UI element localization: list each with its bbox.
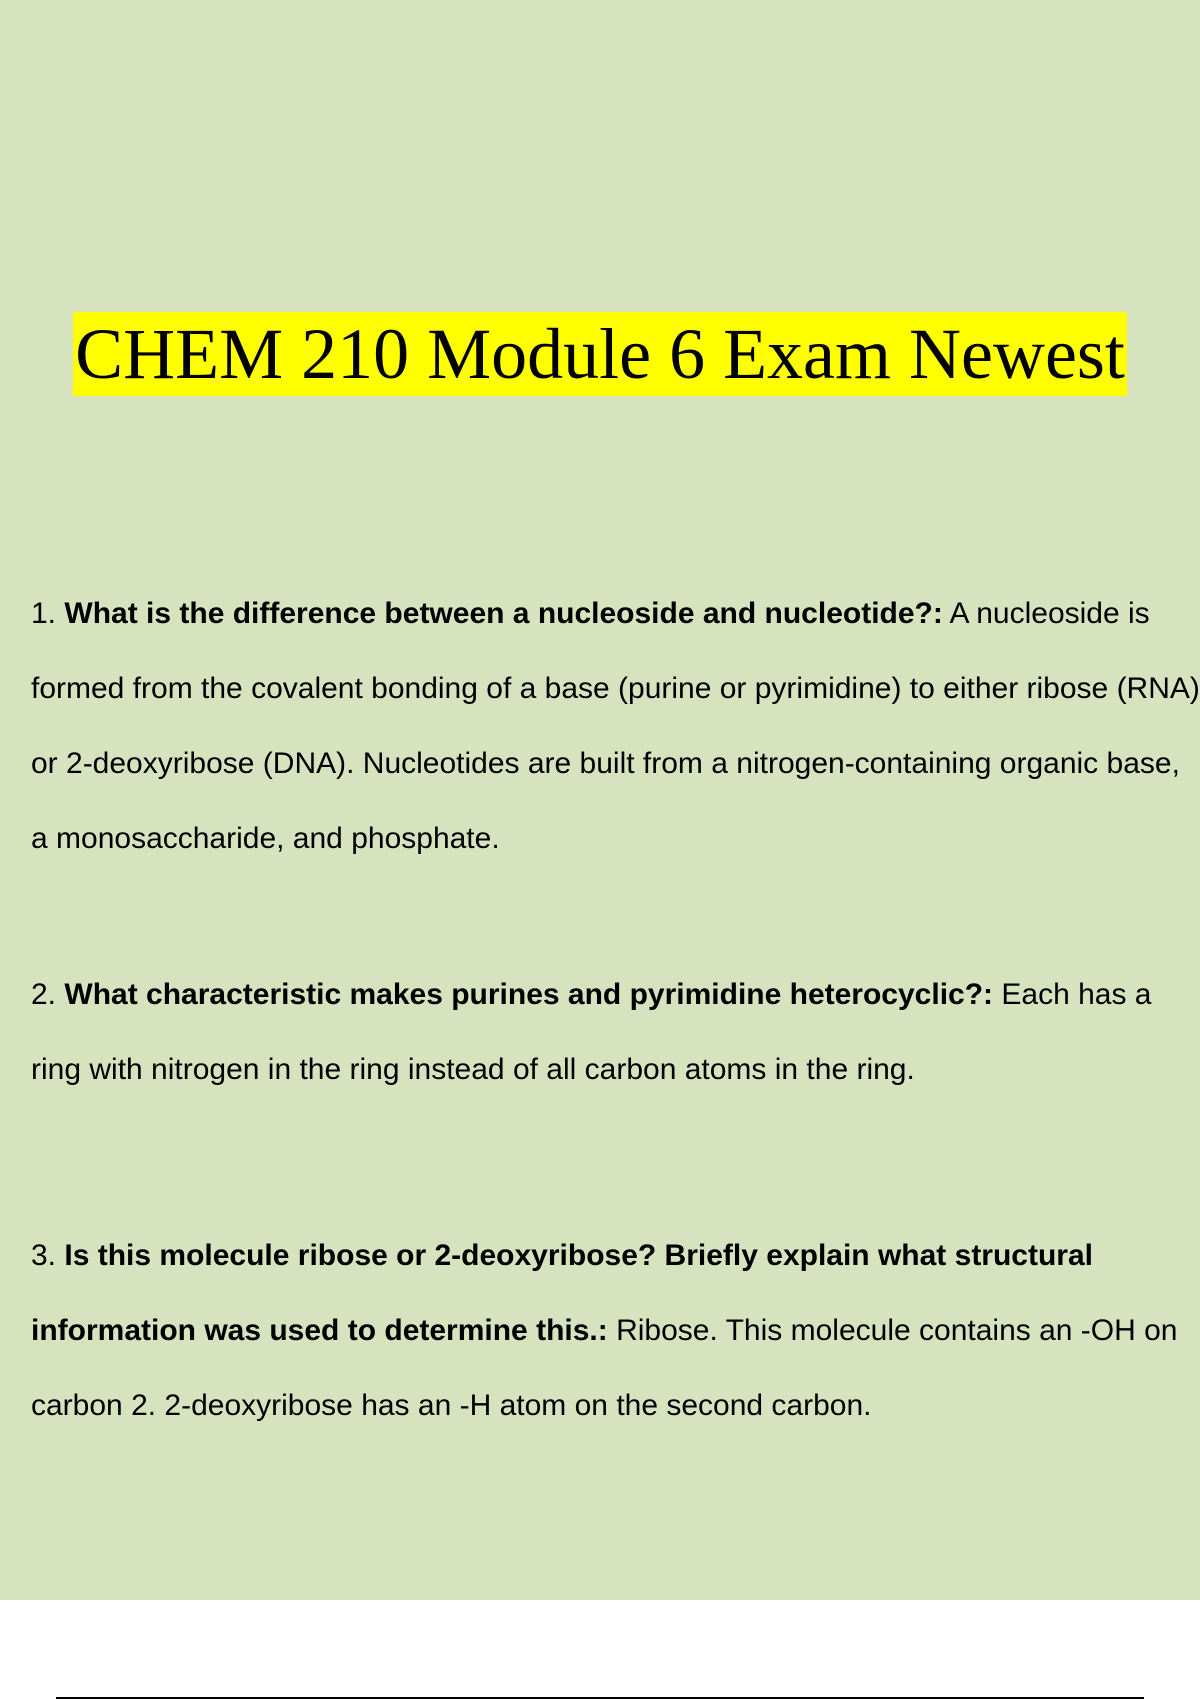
question-number: 2. — [31, 978, 57, 1011]
question-item-1 — [31, 576, 1200, 876]
question-item-2 — [31, 957, 1200, 1107]
title-container — [0, 312, 1200, 396]
question-number: 1. — [31, 597, 57, 630]
question-number: 3. — [31, 1239, 57, 1272]
question-text: What characteristic makes purines and pyrimidine heterocyclic?: — [64, 978, 994, 1011]
answer-text: Ribose. This molecule contains an -OH on carbon 2. 2-deoxyribose has an -H atom on the second carbon. — [31, 1314, 1178, 1422]
question-text: Is this molecule ribose or 2-deoxyribose? Briefly explain what structural information was used to determine this.: — [31, 1239, 1094, 1347]
question-text: What is the difference between a nucleoside and nucleotide?: — [64, 597, 943, 630]
answer-text: Each has a ring with nitrogen in the ring instead of all carbon atoms in the ring. — [31, 978, 1152, 1086]
footer-divider — [56, 1697, 1144, 1699]
question-item-3 — [31, 1218, 1200, 1443]
answer-text: A nucleoside is formed from the covalent bonding of a base (purine or pyrimidine) to either ribose (RNA) or 2-deoxyribose (DNA). Nucleotides are built from a nitrogen-containing organic base, a monosaccharide, and phosphate. — [31, 597, 1200, 855]
document-title: CHEM 210 Module 6 Exam Newest — [75, 314, 1125, 394]
